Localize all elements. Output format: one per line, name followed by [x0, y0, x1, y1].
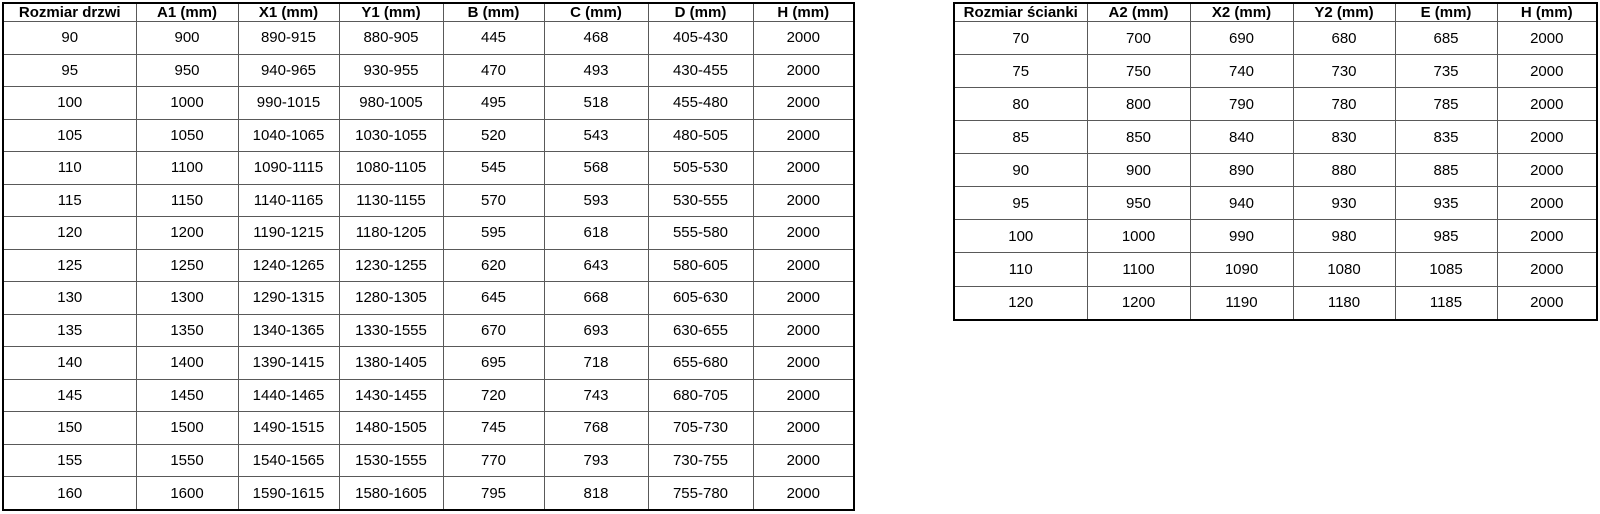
table-row [954, 55, 1597, 88]
table-cell: 700 [1087, 22, 1190, 55]
table-row [3, 119, 854, 152]
column-header: Rozmiar ścianki [954, 3, 1087, 22]
column-header: B (mm) [443, 3, 544, 22]
table-cell: 618 [544, 217, 648, 250]
table-cell: 2000 [753, 282, 854, 315]
table-cell: 1390-1415 [238, 347, 339, 380]
table-cell: 1090 [1190, 253, 1293, 286]
table-cell: 930-955 [339, 54, 443, 87]
table-cell: 1130-1155 [339, 184, 443, 217]
table-cell: 645 [443, 282, 544, 315]
table-cell: 1100 [1087, 253, 1190, 286]
column-header: H (mm) [753, 3, 854, 22]
table-cell: 493 [544, 54, 648, 87]
column-header: Rozmiar drzwi [3, 3, 136, 22]
table-cell: 2000 [753, 22, 854, 55]
table-cell: 1000 [1087, 220, 1190, 253]
table-cell: 980-1005 [339, 87, 443, 120]
table-cell: 75 [954, 55, 1087, 88]
table-cell: 2000 [753, 444, 854, 477]
table-cell: 120 [3, 217, 136, 250]
table-cell: 555-580 [648, 217, 753, 250]
table-cell: 100 [954, 220, 1087, 253]
table-cell: 785 [1395, 88, 1497, 121]
table-cell: 1440-1465 [238, 379, 339, 412]
table-cell: 2000 [1497, 187, 1597, 220]
table-row [3, 477, 854, 511]
table-cell: 135 [3, 314, 136, 347]
table-cell: 940 [1190, 187, 1293, 220]
table-cell: 1300 [136, 282, 238, 315]
table-cell: 80 [954, 88, 1087, 121]
table-cell: 445 [443, 22, 544, 55]
table-cell: 1230-1255 [339, 249, 443, 282]
table-cell: 2000 [1497, 121, 1597, 154]
table-cell: 730-755 [648, 444, 753, 477]
table-cell: 980 [1293, 220, 1395, 253]
table-row [954, 187, 1597, 220]
table-cell: 1340-1365 [238, 314, 339, 347]
table-cell: 1180 [1293, 286, 1395, 320]
table-cell: 2000 [1497, 55, 1597, 88]
table-cell: 2000 [753, 152, 854, 185]
table-cell: 2000 [1497, 286, 1597, 320]
table-cell: 1590-1615 [238, 477, 339, 511]
table-row [3, 347, 854, 380]
table-row [3, 314, 854, 347]
table-cell: 120 [954, 286, 1087, 320]
table-cell: 110 [3, 152, 136, 185]
table-cell: 155 [3, 444, 136, 477]
table-cell: 740 [1190, 55, 1293, 88]
table-cell: 985 [1395, 220, 1497, 253]
table-cell: 950 [136, 54, 238, 87]
table-cell: 840 [1190, 121, 1293, 154]
table-cell: 70 [954, 22, 1087, 55]
table-cell: 2000 [753, 314, 854, 347]
table-cell: 830 [1293, 121, 1395, 154]
table-cell: 655-680 [648, 347, 753, 380]
table-cell: 105 [3, 119, 136, 152]
table-cell: 990-1015 [238, 87, 339, 120]
table-cell: 630-655 [648, 314, 753, 347]
table-cell: 130 [3, 282, 136, 315]
table-cell: 90 [954, 154, 1087, 187]
table-row [3, 444, 854, 477]
table-cell: 455-480 [648, 87, 753, 120]
table-cell: 705-730 [648, 412, 753, 445]
table-cell: 1050 [136, 119, 238, 152]
table-cell: 115 [3, 184, 136, 217]
table-cell: 430-455 [648, 54, 753, 87]
table-cell: 1190-1215 [238, 217, 339, 250]
table-cell: 730 [1293, 55, 1395, 88]
table-cell: 890-915 [238, 22, 339, 55]
table-cell: 95 [3, 54, 136, 87]
table-cell: 1250 [136, 249, 238, 282]
table-cell: 768 [544, 412, 648, 445]
table-cell: 850 [1087, 121, 1190, 154]
table-cell: 750 [1087, 55, 1190, 88]
table-cell: 818 [544, 477, 648, 511]
table-cell: 495 [443, 87, 544, 120]
table-cell: 720 [443, 379, 544, 412]
table-cell: 2000 [1497, 253, 1597, 286]
table-row [3, 184, 854, 217]
table-cell: 1240-1265 [238, 249, 339, 282]
table-cell: 150 [3, 412, 136, 445]
table-cell: 1040-1065 [238, 119, 339, 152]
table-row [3, 412, 854, 445]
table-cell: 795 [443, 477, 544, 511]
column-header: D (mm) [648, 3, 753, 22]
table-row [3, 54, 854, 87]
table-cell: 530-555 [648, 184, 753, 217]
table-cell: 930 [1293, 187, 1395, 220]
table-cell: 2000 [1497, 88, 1597, 121]
table-cell: 940-965 [238, 54, 339, 87]
table-cell: 1380-1405 [339, 347, 443, 380]
table-cell: 480-505 [648, 119, 753, 152]
table-cell: 2000 [1497, 154, 1597, 187]
column-header: Y2 (mm) [1293, 3, 1395, 22]
table-cell: 2000 [753, 412, 854, 445]
table-cell: 1190 [1190, 286, 1293, 320]
table-cell: 1030-1055 [339, 119, 443, 152]
table-row [954, 121, 1597, 154]
table-cell: 718 [544, 347, 648, 380]
table-cell: 2000 [1497, 220, 1597, 253]
table-cell: 145 [3, 379, 136, 412]
header-row [954, 3, 1597, 22]
table-cell: 670 [443, 314, 544, 347]
table-cell: 125 [3, 249, 136, 282]
table-cell: 1500 [136, 412, 238, 445]
table-row [3, 379, 854, 412]
column-header: C (mm) [544, 3, 648, 22]
table-cell: 90 [3, 22, 136, 55]
table-cell: 1580-1605 [339, 477, 443, 511]
table-cell: 685 [1395, 22, 1497, 55]
column-header: H (mm) [1497, 3, 1597, 22]
column-header: E (mm) [1395, 3, 1497, 22]
table-cell: 2000 [753, 379, 854, 412]
door-size-table [2, 2, 855, 511]
table-cell: 880 [1293, 154, 1395, 187]
table-row [954, 154, 1597, 187]
table-cell: 1480-1505 [339, 412, 443, 445]
table-cell: 690 [1190, 22, 1293, 55]
table-cell: 745 [443, 412, 544, 445]
table-cell: 1085 [1395, 253, 1497, 286]
table-cell: 1080 [1293, 253, 1395, 286]
table-cell: 1550 [136, 444, 238, 477]
table-cell: 800 [1087, 88, 1190, 121]
table-cell: 1490-1515 [238, 412, 339, 445]
column-header: X2 (mm) [1190, 3, 1293, 22]
table-cell: 1090-1115 [238, 152, 339, 185]
table-cell: 100 [3, 87, 136, 120]
table-cell: 770 [443, 444, 544, 477]
table-cell: 2000 [753, 477, 854, 511]
table-cell: 695 [443, 347, 544, 380]
table-cell: 405-430 [648, 22, 753, 55]
table-cell: 568 [544, 152, 648, 185]
table-cell: 935 [1395, 187, 1497, 220]
table-cell: 885 [1395, 154, 1497, 187]
table-row [954, 253, 1597, 286]
table-cell: 1200 [1087, 286, 1190, 320]
table-row [3, 217, 854, 250]
table-cell: 520 [443, 119, 544, 152]
table-cell: 990 [1190, 220, 1293, 253]
column-header: A2 (mm) [1087, 3, 1190, 22]
table-cell: 2000 [753, 249, 854, 282]
table-cell: 110 [954, 253, 1087, 286]
table-cell: 743 [544, 379, 648, 412]
table-cell: 2000 [753, 217, 854, 250]
table-cell: 1350 [136, 314, 238, 347]
table-cell: 668 [544, 282, 648, 315]
table-cell: 790 [1190, 88, 1293, 121]
table-cell: 518 [544, 87, 648, 120]
table-row [954, 220, 1597, 253]
table-cell: 2000 [1497, 22, 1597, 55]
table-cell: 1185 [1395, 286, 1497, 320]
table-row [3, 249, 854, 282]
table-row [3, 282, 854, 315]
table-cell: 1290-1315 [238, 282, 339, 315]
table-cell: 505-530 [648, 152, 753, 185]
column-header: A1 (mm) [136, 3, 238, 22]
wall-size-table [953, 2, 1598, 321]
table-cell: 643 [544, 249, 648, 282]
table-cell: 1080-1105 [339, 152, 443, 185]
table-cell: 900 [136, 22, 238, 55]
table-cell: 593 [544, 184, 648, 217]
table-row [3, 22, 854, 55]
table-cell: 680 [1293, 22, 1395, 55]
column-header: X1 (mm) [238, 3, 339, 22]
table-row [3, 87, 854, 120]
table-row [954, 88, 1597, 121]
table-cell: 85 [954, 121, 1087, 154]
table-row [954, 286, 1597, 320]
table-cell: 835 [1395, 121, 1497, 154]
table-cell: 780 [1293, 88, 1395, 121]
table-cell: 468 [544, 22, 648, 55]
table-cell: 1540-1565 [238, 444, 339, 477]
header-row [3, 3, 854, 22]
table-cell: 900 [1087, 154, 1190, 187]
table-cell: 693 [544, 314, 648, 347]
table-cell: 2000 [753, 119, 854, 152]
table-cell: 160 [3, 477, 136, 511]
table-row [3, 152, 854, 185]
table-cell: 1400 [136, 347, 238, 380]
table-cell: 2000 [753, 87, 854, 120]
table-row [954, 22, 1597, 55]
table-cell: 1180-1205 [339, 217, 443, 250]
table-cell: 2000 [753, 184, 854, 217]
table-cell: 1430-1455 [339, 379, 443, 412]
column-header: Y1 (mm) [339, 3, 443, 22]
table-cell: 1100 [136, 152, 238, 185]
table-cell: 1280-1305 [339, 282, 443, 315]
table-cell: 1530-1555 [339, 444, 443, 477]
table-cell: 1200 [136, 217, 238, 250]
table-cell: 580-605 [648, 249, 753, 282]
table-cell: 95 [954, 187, 1087, 220]
table-cell: 890 [1190, 154, 1293, 187]
table-cell: 605-630 [648, 282, 753, 315]
table-cell: 470 [443, 54, 544, 87]
table-cell: 680-705 [648, 379, 753, 412]
table-cell: 1150 [136, 184, 238, 217]
table-cell: 1600 [136, 477, 238, 511]
table-cell: 140 [3, 347, 136, 380]
table-cell: 2000 [753, 54, 854, 87]
table-cell: 950 [1087, 187, 1190, 220]
table-cell: 2000 [753, 347, 854, 380]
table-cell: 1000 [136, 87, 238, 120]
table-cell: 1140-1165 [238, 184, 339, 217]
table-cell: 595 [443, 217, 544, 250]
table-cell: 793 [544, 444, 648, 477]
table-cell: 545 [443, 152, 544, 185]
table-cell: 620 [443, 249, 544, 282]
table-cell: 755-780 [648, 477, 753, 511]
table-cell: 735 [1395, 55, 1497, 88]
table-cell: 880-905 [339, 22, 443, 55]
table-cell: 570 [443, 184, 544, 217]
table-cell: 1330-1555 [339, 314, 443, 347]
table-cell: 1450 [136, 379, 238, 412]
table-cell: 543 [544, 119, 648, 152]
